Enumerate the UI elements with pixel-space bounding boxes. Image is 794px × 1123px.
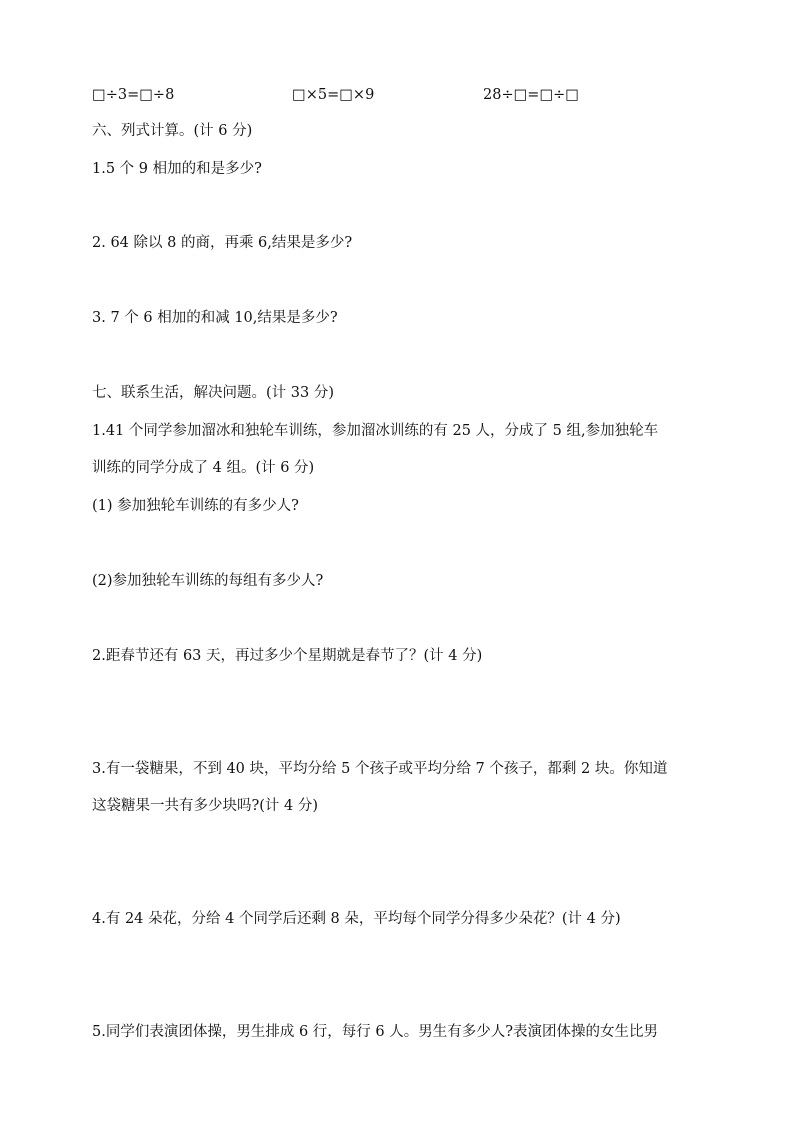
section-6-question-2: 2. 64 除以 8 的商，再乘 6,结果是多少? xyxy=(92,235,353,251)
section-7-question-1-sub-2: (2)参加独轮车训练的每组有多少人? xyxy=(92,573,324,589)
section-6-question-1: 1.5 个 9 相加的和是多少? xyxy=(92,161,262,177)
section-7-question-2: 2.距春节还有 63 天，再过多少个星期就是春节了？(计 4 分) xyxy=(92,648,483,664)
section-6-question-3: 3. 7 个 6 相加的和减 10,结果是多少? xyxy=(92,310,338,326)
section-7-question-1-sub-1: (1) 参加独轮车训练的有多少人? xyxy=(92,498,299,514)
section-7-question-5-line-1: 5.同学们表演团体操，男生排成 6 行，每行 6 人。男生有多少人?表演团体操的女生比男 xyxy=(92,1024,658,1040)
section-7-heading: 七、联系生活，解决问题。(计 33 分) xyxy=(92,385,334,401)
section-6-heading: 六、列式计算。(计 6 分) xyxy=(92,123,253,139)
equation-1: □÷3=□÷8 xyxy=(92,87,175,103)
section-7-question-1-line-1: 1.41 个同学参加溜冰和独轮车训练，参加溜冰训练的有 25 人，分成了 5 组,参加独轮车 xyxy=(92,423,659,439)
section-7-question-4: 4.有 24 朵花，分给 4 个同学后还剩 8 朵，平均每个同学分得多少朵花？(计 4 分) xyxy=(92,911,621,927)
section-7-question-3-line-1: 3.有一袋糖果，不到 40 块，平均分给 5 个孩子或平均分给 7 个孩子，都剩 2 块。你知道 xyxy=(92,761,668,777)
section-7-question-3-line-2: 这袋糖果一共有多少块吗?(计 4 分) xyxy=(92,798,319,814)
equation-2: □×5=□×9 xyxy=(292,87,375,103)
equation-3: 28÷□=□÷□ xyxy=(483,87,579,103)
section-7-question-1-line-2: 训练的同学分成了 4 组。(计 6 分) xyxy=(92,460,315,476)
